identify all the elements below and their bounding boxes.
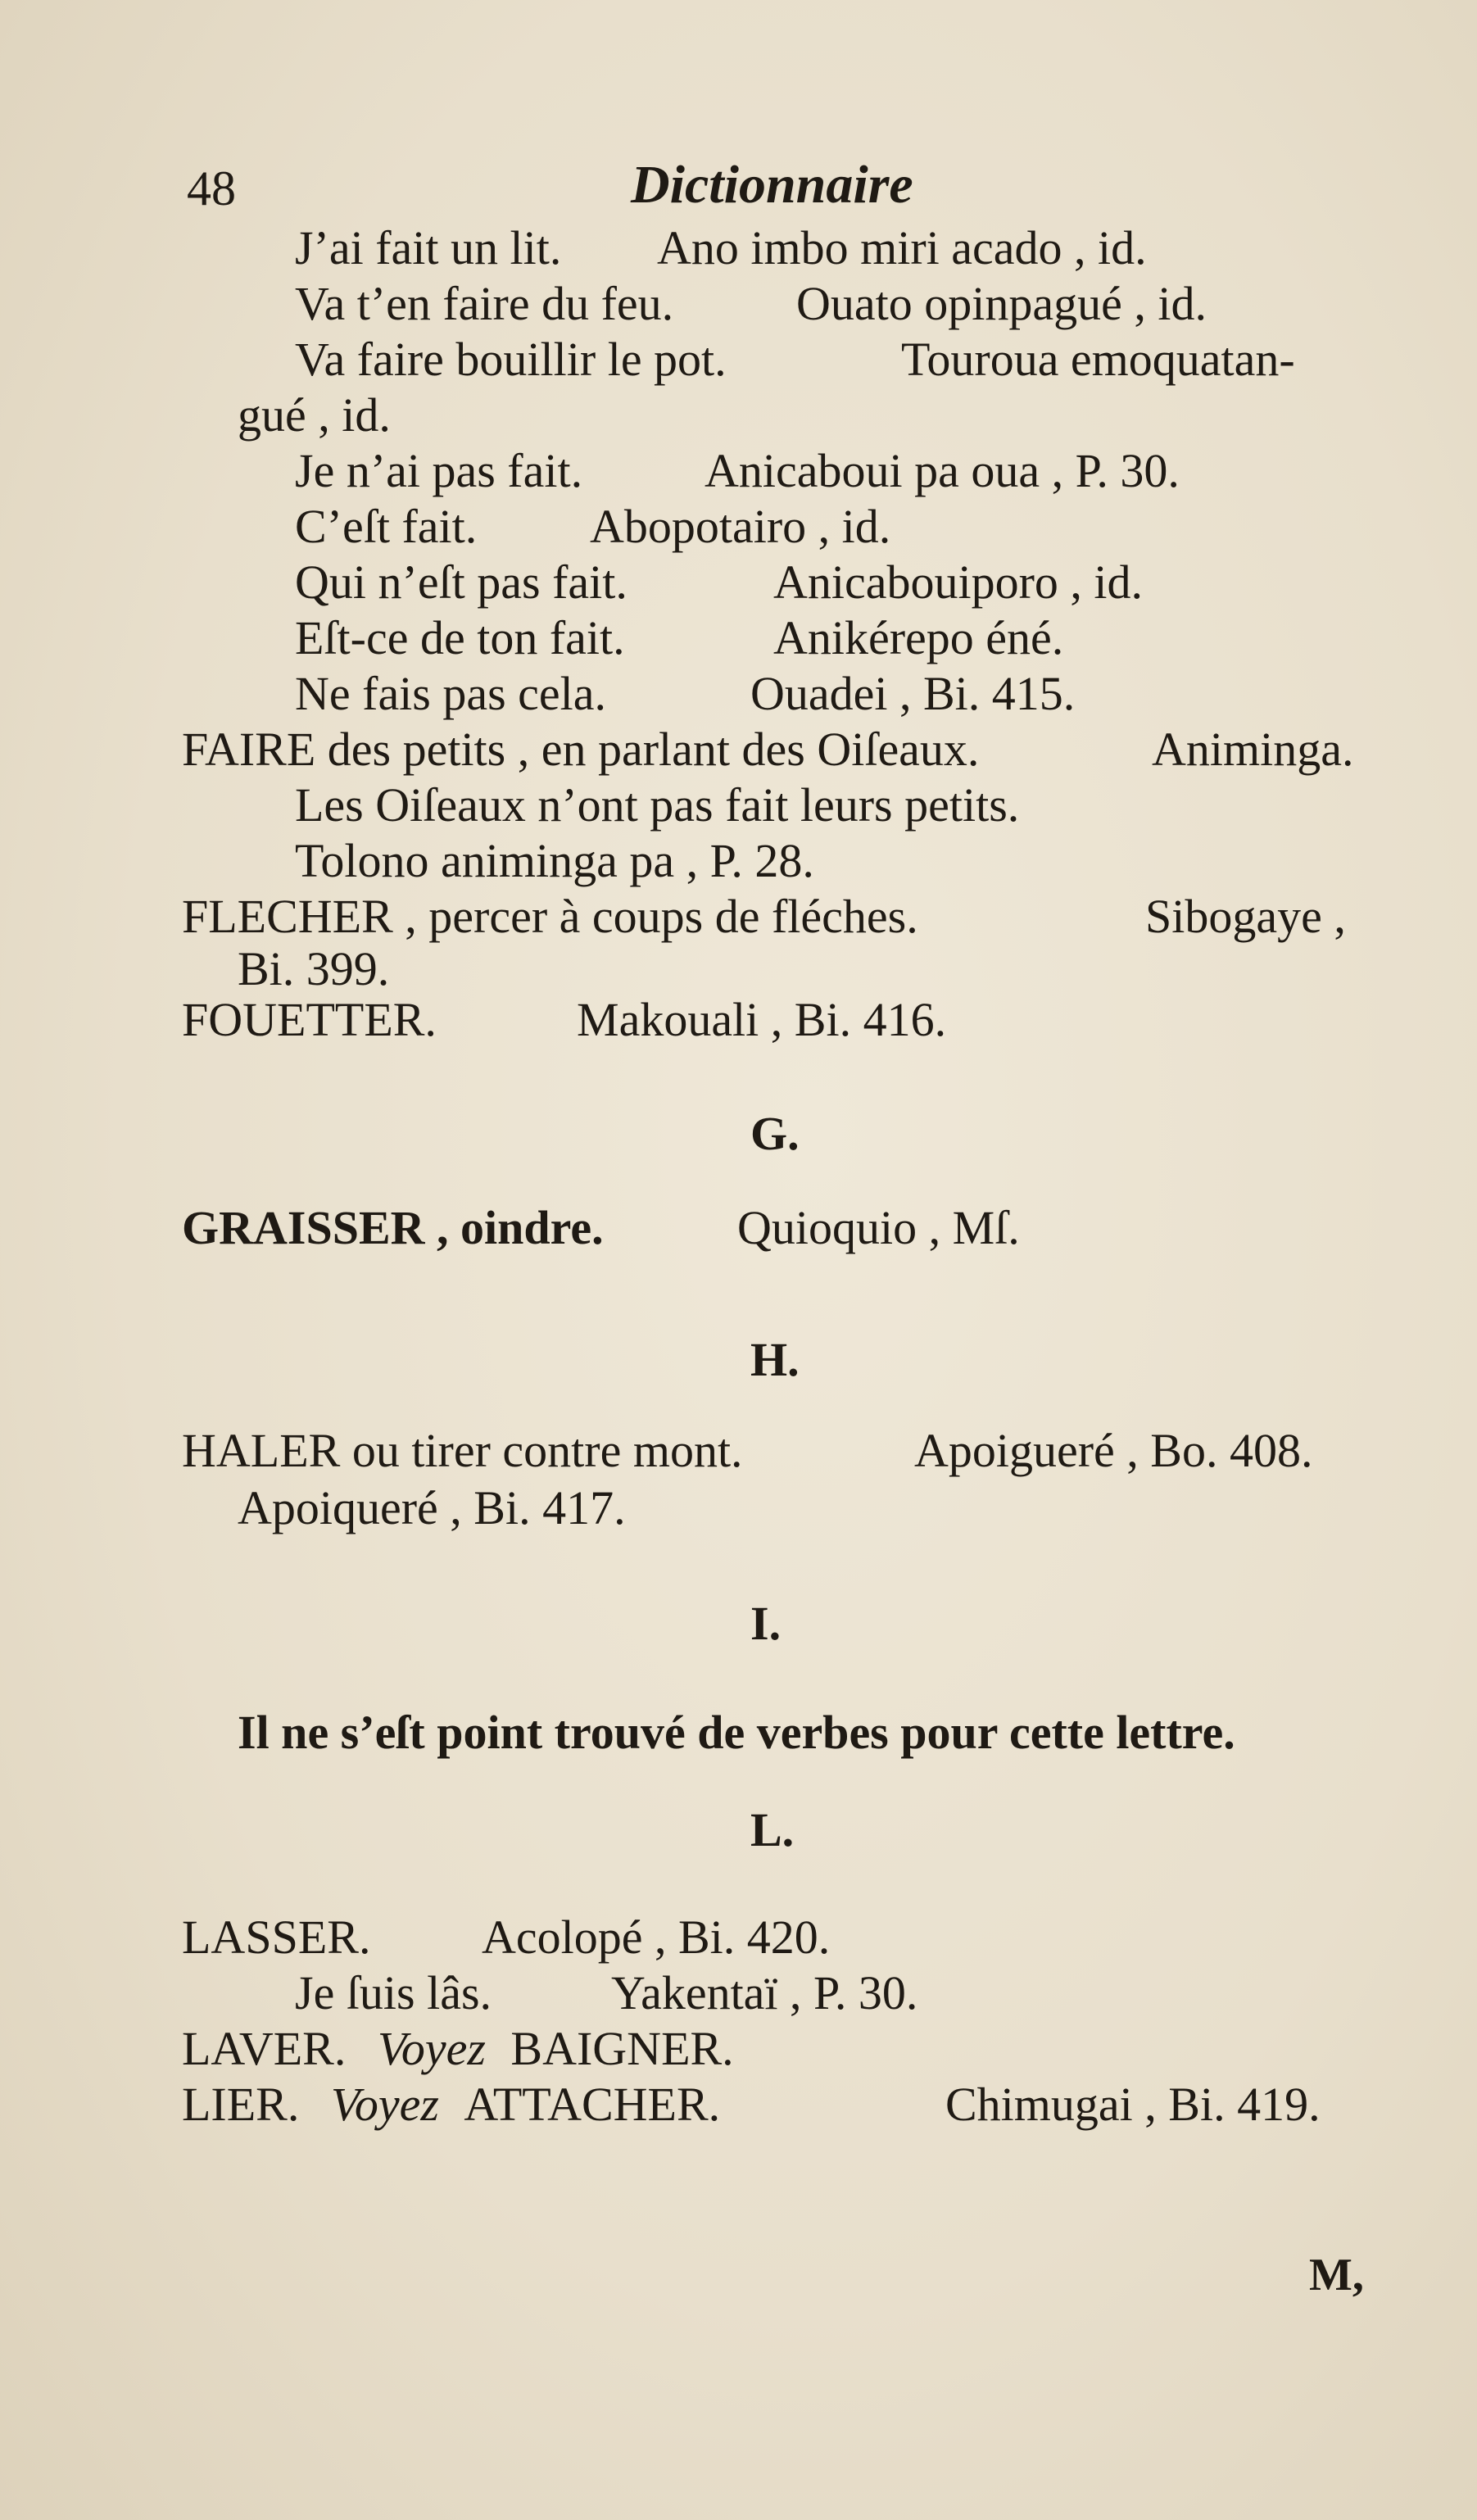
section-letter-i: I. — [750, 1597, 782, 1650]
entry-line: Apoiqueré , Bi. 417. — [238, 1481, 626, 1534]
page-number: 48 — [187, 161, 236, 215]
entry-line: Va t’en faire du feu. Ouato opinpagué , id. — [295, 277, 1207, 330]
entry-line: J’ai fait un lit. Ano imbo miri acado , id. — [295, 221, 1147, 274]
entry-line: C’eſt fait. Abopotairo , id. — [295, 500, 891, 553]
entry-line: LAVER. Voyez BAIGNER. — [182, 2022, 734, 2075]
entry-line: Va faire bouillir le pot. Touroua emoquatan- — [295, 333, 1295, 386]
entry-line: Qui n’eſt pas fait. Anicabouiporo , id. — [295, 555, 1144, 609]
entry-line: GRAISSER , oindre. Quioquio , Mſ. — [182, 1201, 1020, 1254]
entry-line: LASSER. Acolopé , Bi. 420. — [182, 1910, 831, 1964]
entry-line: Je n’ai pas fait. Anicaboui pa oua , P. 30. — [295, 444, 1180, 497]
signature-mark: M, — [1309, 2250, 1364, 2300]
entry-line: Ne fais pas cela. Ouadei , Bi. 415. — [295, 667, 1076, 720]
entry-line: LIER. Voyez ATTACHER. Chimugai , Bi. 419. — [182, 2078, 1321, 2131]
entry-line: Tolono animinga pa , P. 28. — [295, 834, 814, 887]
entry-line: HALER ou tirer contre mont. Apoigueré , Bo. 408. — [182, 1424, 1313, 1477]
entry-line: Je ſuis lâs. Yakentaï , P. 30. — [295, 1966, 918, 2019]
entry-line: Les Oiſeaux n’ont pas fait leurs petits. — [295, 778, 1020, 832]
running-head: Dictionnaire — [631, 155, 913, 215]
section-letter-l: L. — [750, 1803, 795, 1856]
section-note: Il ne s’eſt point trouvé de verbes pour cette lettre. — [238, 1706, 1235, 1759]
entry-line: FAIRE des petits , en parlant des Oiſeaux. Animinga. — [182, 723, 1354, 776]
section-letter-g: G. — [750, 1107, 800, 1160]
section-letter-h: H. — [750, 1333, 800, 1386]
entry-line: FOUETTER. Makouali , Bi. 416. — [182, 993, 947, 1046]
entry-line: Bi. 399. — [238, 942, 390, 995]
entry-line: Eſt-ce de ton fait. Anikérepo éné. — [295, 611, 1064, 664]
entry-line: gué , id. — [238, 388, 391, 442]
entry-line: FLECHER , percer à coups de fléches. Sibogaye , — [182, 890, 1346, 943]
